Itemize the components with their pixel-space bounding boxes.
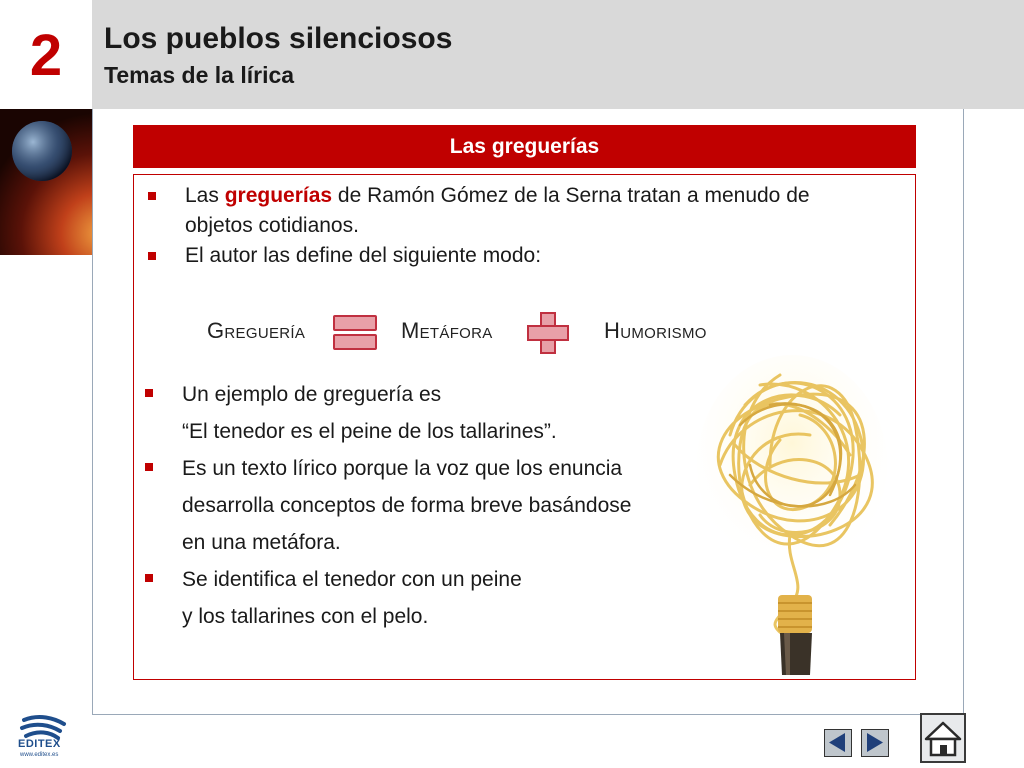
bullet-text: y los tallarines con el pelo. <box>182 605 429 628</box>
bullet-text: en una metáfora. <box>182 531 341 554</box>
bullet-text: Un ejemplo de greguería es <box>182 383 442 406</box>
bullet-text: “El tenedor es el peine de los tallarines”. <box>182 420 557 443</box>
bullet-text: Es un texto lírico porque la voz que los enuncia <box>182 457 623 480</box>
section-title-bar: Las greguerías <box>133 125 916 168</box>
chapter-number: 2 <box>29 23 63 88</box>
bullet-item-2 <box>185 241 885 271</box>
bullet-square-icon <box>145 389 153 397</box>
bullet-square-icon <box>148 252 156 260</box>
planet-image <box>0 109 92 255</box>
arrow-left-icon <box>825 730 850 755</box>
bullet-square-icon <box>145 463 153 471</box>
bullet-text: desarrolla conceptos de forma breve basándose <box>182 494 632 517</box>
pasta-fork-image <box>690 345 895 680</box>
highlighted-term: greguerías <box>224 184 333 207</box>
bullet-square-icon <box>145 574 153 582</box>
arrow-right-icon <box>862 730 887 755</box>
next-slide-button[interactable] <box>861 729 889 757</box>
bullet-text: Se identifica el tenedor con un peine <box>182 568 522 591</box>
bullet-text: Las <box>185 184 225 207</box>
page-subtitle: Temas de la lírica <box>104 62 295 88</box>
bullet-item-1 <box>185 181 885 241</box>
page-title: Los pueblos silenciosos <box>104 22 453 55</box>
formula-term-humorismo: Humorismo <box>604 318 707 343</box>
bullet-text: El autor las define del siguiente modo: <box>185 244 542 267</box>
formula-term-greguería: Greguería <box>207 318 306 343</box>
previous-slide-button[interactable] <box>824 729 852 757</box>
logo-text: EDITEX <box>18 738 61 750</box>
bullet-square-icon <box>148 192 156 200</box>
bullet-text: de Ramón Gómez de la Serna tratan a menudo de <box>332 184 810 207</box>
home-button[interactable] <box>920 713 966 763</box>
bullet-text: objetos cotidianos. <box>185 214 359 237</box>
logo-url: www.editex.es <box>20 752 59 758</box>
formula-term-metáfora: Metáfora <box>401 318 493 343</box>
home-icon <box>922 715 964 761</box>
